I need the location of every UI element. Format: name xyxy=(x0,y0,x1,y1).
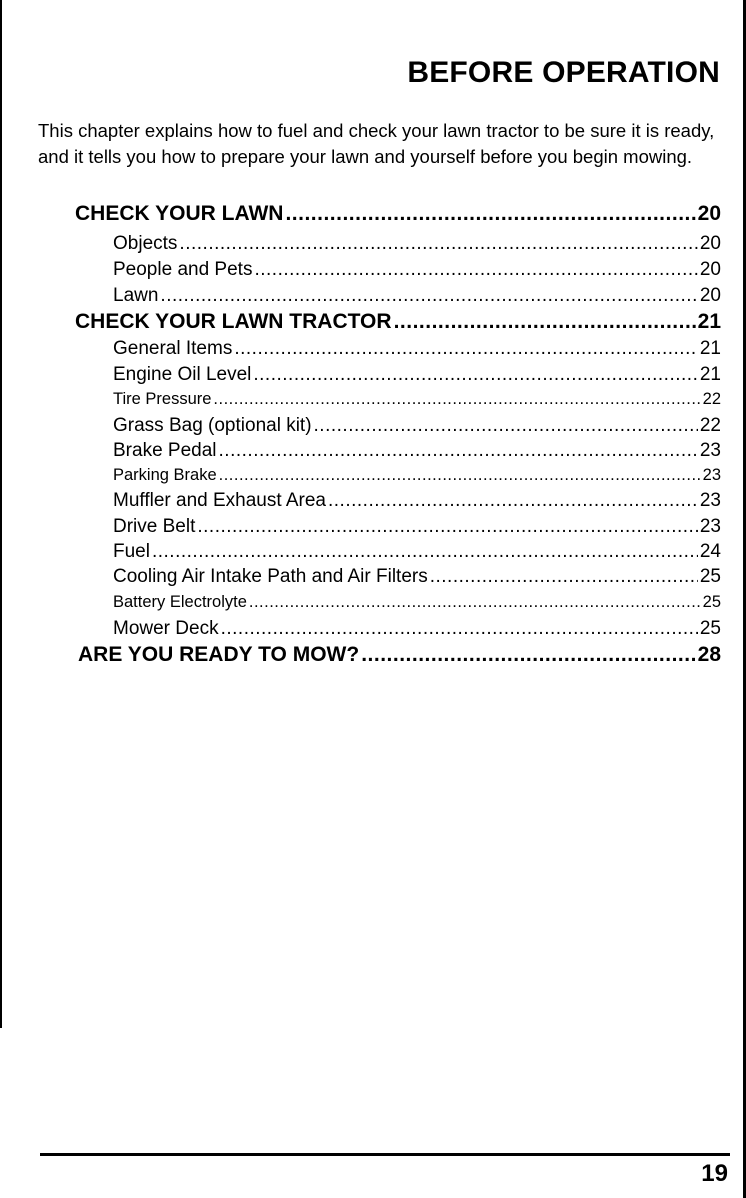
toc-label: Grass Bag (optional kit) xyxy=(113,415,312,436)
toc-leader-dots xyxy=(361,643,695,667)
toc-leader-dots xyxy=(219,440,698,462)
toc-item-drive-belt[interactable] xyxy=(113,516,721,542)
toc-leader-dots xyxy=(249,593,701,612)
toc-page: 23 xyxy=(702,466,721,484)
toc-leader-dots xyxy=(152,541,698,563)
toc-leader-dots xyxy=(221,618,698,640)
toc-page: 24 xyxy=(699,541,721,562)
footer-rule xyxy=(40,1153,730,1156)
toc-leader-dots xyxy=(234,338,698,360)
toc-section-check-your-lawn-tractor[interactable] xyxy=(75,310,721,337)
toc-page: 22 xyxy=(699,415,721,436)
toc-label: Lawn xyxy=(113,285,159,306)
toc-page: 28 xyxy=(697,643,721,666)
toc-label: General Items xyxy=(113,338,233,359)
toc-item-mower-deck[interactable] xyxy=(113,618,721,644)
toc-page: 21 xyxy=(699,338,721,359)
toc-leader-dots xyxy=(285,202,695,226)
toc-page: 21 xyxy=(697,310,721,333)
toc-page: 25 xyxy=(699,618,721,639)
toc-leader-dots xyxy=(314,415,698,437)
toc-page: 20 xyxy=(699,259,721,280)
toc-label: Engine Oil Level xyxy=(113,364,252,385)
toc-section-are-you-ready-to-mow[interactable] xyxy=(78,643,721,670)
page-title: BEFORE OPERATION xyxy=(407,56,720,90)
page-number: 19 xyxy=(701,1160,728,1187)
toc-item-battery-electrolyte[interactable] xyxy=(113,593,721,619)
toc-page: 23 xyxy=(699,490,721,511)
toc-label: Cooling Air Intake Path and Air Filters xyxy=(113,566,428,587)
toc-page: 22 xyxy=(702,390,721,408)
toc-leader-dots xyxy=(179,233,697,255)
page-edge-left xyxy=(0,0,2,1028)
toc-label: CHECK YOUR LAWN xyxy=(75,202,284,225)
toc-label: Brake Pedal xyxy=(113,440,217,461)
toc-item-fuel[interactable] xyxy=(113,541,721,567)
toc-leader-dots xyxy=(219,466,701,485)
intro-paragraph: This chapter explains how to fuel and check your lawn tractor to be sure it is ready, and it tells you how to prepare your lawn and yourself before you begin mowing. xyxy=(38,120,715,167)
toc-page: 20 xyxy=(699,285,721,306)
toc-item-objects[interactable] xyxy=(113,233,721,259)
toc-section-check-your-lawn[interactable] xyxy=(75,202,721,229)
toc-leader-dots xyxy=(394,310,696,334)
toc-page: 25 xyxy=(702,593,721,611)
toc-item-brake-pedal[interactable] xyxy=(113,440,721,466)
toc-item-engine-oil-level[interactable] xyxy=(113,364,721,390)
toc-item-parking-brake[interactable] xyxy=(113,466,721,492)
toc-leader-dots xyxy=(197,516,698,538)
toc-page: 23 xyxy=(699,440,721,461)
toc-label: Battery Electrolyte xyxy=(113,593,247,611)
toc-label: ARE YOU READY TO MOW? xyxy=(78,643,360,666)
toc-label: Muffler and Exhaust Area xyxy=(113,490,326,511)
toc-item-general-items[interactable] xyxy=(113,338,721,364)
toc-label: Parking Brake xyxy=(113,466,217,484)
toc-item-grass-bag[interactable] xyxy=(113,415,721,441)
toc-page: 20 xyxy=(697,202,721,225)
toc-label: Objects xyxy=(113,233,178,254)
toc-leader-dots xyxy=(328,490,698,512)
toc-page: 20 xyxy=(699,233,721,254)
toc-item-tire-pressure[interactable] xyxy=(113,390,721,416)
toc-item-muffler-and-exhaust-area[interactable] xyxy=(113,490,721,516)
toc-item-cooling-air-intake[interactable] xyxy=(113,566,721,592)
toc-page: 23 xyxy=(699,516,721,537)
toc-label: CHECK YOUR LAWN TRACTOR xyxy=(75,310,392,333)
toc-item-lawn[interactable] xyxy=(113,285,721,311)
toc-label: Drive Belt xyxy=(113,516,196,537)
toc-page: 21 xyxy=(699,364,721,385)
toc-leader-dots xyxy=(430,566,698,588)
toc-item-people-and-pets[interactable] xyxy=(113,259,721,285)
toc-label: People and Pets xyxy=(113,259,253,280)
toc-leader-dots xyxy=(213,390,700,409)
toc-leader-dots xyxy=(160,285,697,307)
toc-leader-dots xyxy=(254,259,697,281)
toc-leader-dots xyxy=(253,364,697,386)
toc-page: 25 xyxy=(699,566,721,587)
toc-label: Mower Deck xyxy=(113,618,219,639)
toc-label: Tire Pressure xyxy=(113,390,212,408)
toc-label: Fuel xyxy=(113,541,150,562)
